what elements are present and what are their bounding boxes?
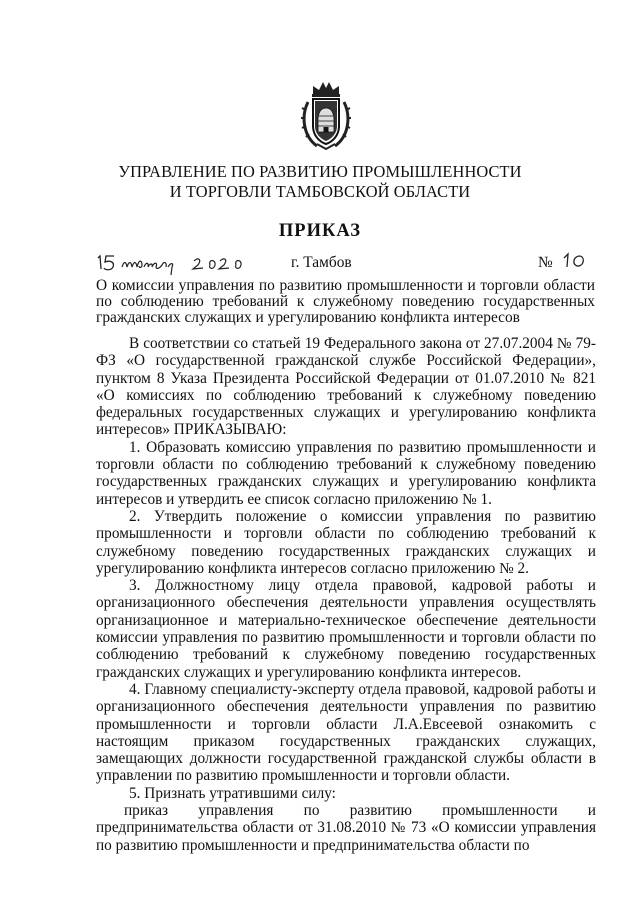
clause-2: 2. Утвердить положение о комиссии управления по развитию промышленности и торговли области по соблюдению требований к служебному поведению государственных гражданских служащих и урегулированию конфликта интересов согласно приложению № 2. <box>96 507 596 577</box>
subject-line: О комиссии управления по развитию промышленности и торговли области <box>96 277 595 294</box>
subject-line: гражданских служащих и урегулированию конфликта интересов <box>96 309 520 326</box>
organization-name-line1: УПРАВЛЕНИЕ ПО РАЗВИТИЮ ПРОМЫШЛЕННОСТИ <box>118 162 522 181</box>
clause-5-subitem: приказ управления по развитию промышленности и предпринимательства области от 31.08.2010 № 73 «О комиссии управления по развитию промышленности и предпринимательства области по <box>96 802 596 854</box>
order-body <box>96 335 596 854</box>
city: г. Тамбов <box>291 254 352 271</box>
number-sign: № <box>538 254 553 271</box>
clause-3: 3. Должностному лицу отдела правовой, кадровой работы и организационного обеспечения деятельности управления осуществлять организационное и материально-техническое обеспечение деятельности комиссии управления по развитию промышленности и торговли области по соблюдению требований к служебному поведению государственных гражданских служащих и урегулированию конфликта интересов. <box>96 577 596 681</box>
order-subject <box>96 278 595 326</box>
organization-name <box>0 162 640 202</box>
clause-5: 5. Признать утратившими силу: <box>129 784 336 802</box>
handwritten-date <box>92 249 252 279</box>
clause-4: 4. Главному специалисту-эксперту отдела правовой, кадровой работы и организационного обеспечения деятельности управления по развитию промышленности и торговли области Л.А.Евсеевой ознакомить с настоящим приказом государственных гражданских служащих, замещающих должности государственной гражданской службы области в управлении по развитию промышленности и торговли области. <box>96 680 596 785</box>
subject-line: по соблюдению требований к служебному поведению государственных <box>96 293 595 310</box>
clause-1: 1. Образовать комиссию управления по развитию промышленности и торговли области по соблюдению требований к служебному поведению государственных гражданских служащих и урегулированию конфликта интересов и утвердить ее список согласно приложению № 1. <box>96 438 596 508</box>
preamble-paragraph: В соответствии со статьей 19 Федерального закона от 27.07.2004 № 79-ФЗ «О государственной гражданской службе Российской Федерации», пунктом 8 Указа Президента Российской Федерации от 01.07.2010 № 821 «О комиссиях по соблюдению требований к служебному поведению федеральных государственных служащих и урегулированию конфликта интересов» ПРИКАЗЫВАЮ: <box>96 335 596 439</box>
handwritten-number <box>558 250 592 272</box>
document-type-title: ПРИКАЗ <box>278 221 362 241</box>
organization-name-line2: И ТОРГОВЛИ ТАМБОВСКОЙ ОБЛАСТИ <box>169 182 471 201</box>
coat-of-arms-icon <box>299 80 353 152</box>
